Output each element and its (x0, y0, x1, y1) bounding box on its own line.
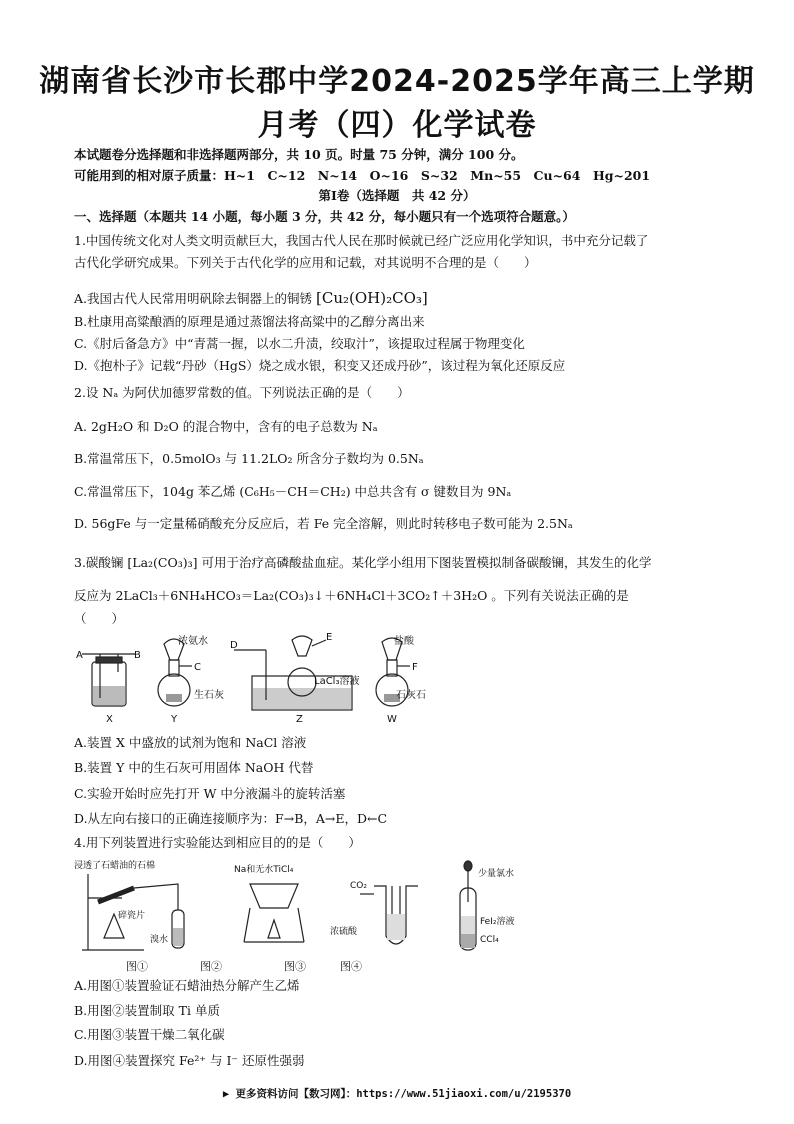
label-paraffin: 浸透了石蜡油的石棉 (74, 861, 156, 871)
q4-option-d: D.用图④装置探究 Fe²⁺ 与 I⁻ 还原性强弱 (74, 1053, 305, 1068)
q3-option-c: C.实验开始时应先打开 W 中分液漏斗的旋转活塞 (74, 786, 346, 801)
label-na-ticl4: Na和无水TiCl₄ (234, 865, 294, 875)
q3-apparatus-figure (74, 632, 434, 724)
part-heading: 第Ⅰ卷（选择题 共 42 分） (318, 188, 476, 203)
q3-option-b: B.装置 Y 中的生石灰可用固体 NaOH 代替 (74, 760, 314, 775)
q1-option-a-formula: [Cu₂(OH)₂CO₃] (316, 289, 428, 307)
label-y: Y (171, 714, 178, 724)
q4-option-a: A.用图①装置验证石蜡油热分解产生乙烯 (74, 978, 300, 993)
label-ammonia: 浓氨水 (178, 636, 208, 647)
label-chlorine-water: 少量氯水 (478, 869, 515, 879)
q2-option-c: C.常温常压下，104g 苯乙烯 (C₆H₅－CH＝CH₂) 中总共含有 σ 键数目为 9Nₐ (74, 484, 512, 499)
atomic-mass-line: 可能用到的相对原子质量：H~1 C~12 N~14 O~16 S~32 Mn~55 Cu~64 Hg~201 (74, 168, 651, 183)
q1-stem-line1: 1.中国传统文化对人类文明贡献巨大，我国古代人民在那时候就已经广泛应用化学知识，书中充分记载了 (74, 233, 649, 248)
caption-fig3: 图③ (284, 960, 306, 973)
label-fei2: FeI₂溶液 (480, 917, 515, 927)
label-z: Z (296, 714, 303, 724)
q4-option-c: C.用图③装置干燥二氧化碳 (74, 1027, 225, 1042)
footer-link[interactable]: ▶ 更多资料访问【数习网】：https://www.51jiaoxi.com/u/2195370 (222, 1088, 572, 1100)
label-h2so4: 浓硫酸 (330, 927, 358, 937)
q1-stem-line2: 古代化学研究成果。下列关于古代化学的应用和记载，对其说明不合理的是（ ） (74, 255, 537, 270)
q4-stem: 4.用下列装置进行实验能达到相应目的的是（ ） (74, 835, 361, 850)
q2-option-a: A. 2gH₂O 和 D₂O 的混合物中，含有的电子总数为 Nₐ (74, 419, 378, 434)
label-quicklime: 生石灰 (194, 690, 224, 701)
label-bromine: 溴水 (150, 935, 169, 945)
label-porcelain: 碎瓷片 (118, 911, 146, 921)
page-title-line2: 月考（四）化学试卷 (257, 108, 537, 143)
caption-fig2: 图② (200, 960, 222, 973)
q3-option-a: A.装置 X 中盛放的试剂为饱和 NaCl 溶液 (74, 735, 307, 750)
q1-option-d: D.《抱朴子》记载“丹砂（HgS）烧之成水银，积变又还成丹砂”，该过程为氧化还原反应 (74, 358, 566, 373)
q1-option-a-text: A.我国古代人民常用明矾除去铜器上的铜锈 (74, 291, 313, 306)
label-x: X (106, 714, 113, 724)
q3-stem-line3: （ ） (74, 611, 125, 626)
q3-stem-line2: 反应为 2LaCl₃＋6NH₄HCO₃＝La₂(CO₃)₃↓＋6NH₄Cl＋3CO₂↑＋3H₂O 。下列有关说法正确的是 (74, 588, 629, 603)
q3-stem-line1: 3.碳酸镧 [La₂(CO₃)₃] 可用于治疗高磷酸盐血症。某化学小组用下图装置模拟制备碳酸镧，其发生的化学 (74, 555, 652, 570)
label-e: E (326, 632, 333, 643)
exam-info-line: 本试题卷分选择题和非选择题两部分，共 10 页。时量 75 分钟，满分 100 分。 (74, 147, 524, 162)
label-b: B (134, 650, 141, 661)
label-hcl: 盐酸 (394, 636, 414, 647)
caption-fig4: 图④ (340, 960, 362, 973)
label-ccl4: CCl₄ (480, 935, 499, 945)
caption-fig1: 图① (126, 960, 148, 973)
label-d: D (230, 640, 238, 651)
q4-apparatus-figure (74, 858, 524, 958)
q1-option-a (74, 290, 428, 307)
label-limestone: 石灰石 (396, 690, 426, 701)
q3-option-d: D.从左向右接口的正确连接顺序为：F→B，A→E，D←C (74, 811, 388, 826)
q2-stem: 2.设 Nₐ 为阿伏加德罗常数的值。下列说法正确的是（ ） (74, 385, 410, 400)
label-c: C (194, 662, 201, 673)
q1-option-b: B.杜康用高粱酿酒的原理是通过蒸馏法将高粱中的乙醇分离出来 (74, 314, 425, 329)
label-lacl: LaCl₃溶液 (314, 676, 360, 687)
label-a: A (76, 650, 83, 661)
section-heading: 一、选择题（本题共 14 小题，每小题 3 分，共 42 分，每小题只有一个选项符合题意。） (74, 209, 575, 224)
q2-option-b: B.常温常压下，0.5molO₃ 与 11.2LO₂ 所含分子数均为 0.5Nₐ (74, 451, 424, 466)
page-title-line1: 湖南省长沙市长郡中学2024-2025学年高三上学期 (39, 64, 755, 99)
q1-option-c: C.《肘后备急方》中“青蒿一握，以水二升渍，绞取汁”，该提取过程属于物理变化 (74, 336, 525, 351)
q4-option-b: B.用图②装置制取 Ti 单质 (74, 1003, 220, 1018)
label-co2: CO₂ (350, 881, 367, 891)
q2-option-d: D. 56gFe 与一定量稀硝酸充分反应后，若 Fe 完全溶解，则此时转移电子数可能为 2.5Nₐ (74, 516, 573, 531)
label-f: F (412, 662, 418, 673)
label-w: W (387, 714, 397, 724)
